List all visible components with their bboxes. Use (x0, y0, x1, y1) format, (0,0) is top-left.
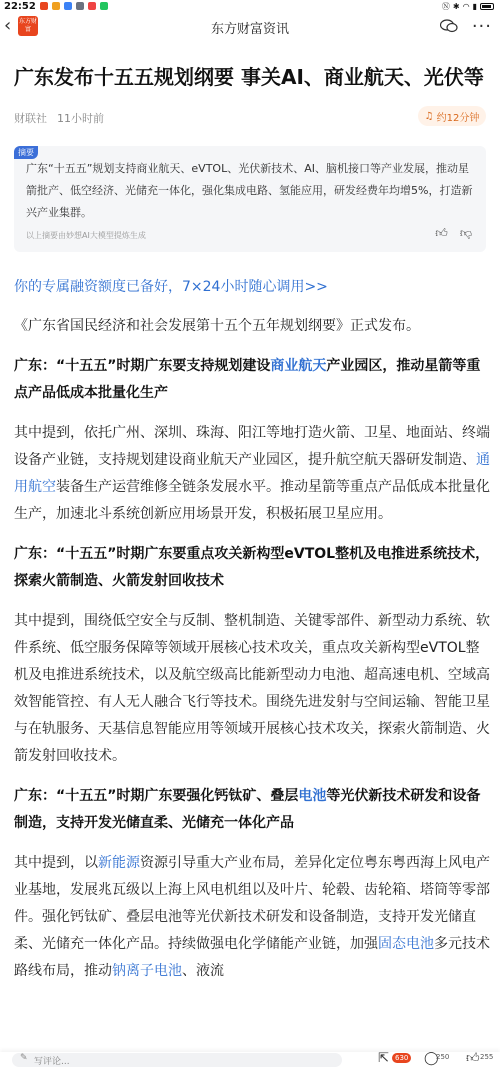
paragraph-text: 多元技术路线布局，推动 (14, 936, 490, 979)
stock-link[interactable]: 固态电池 (378, 936, 434, 952)
stock-link[interactable]: 钠离子电池 (112, 963, 182, 979)
comment-icon[interactable]: ◯ (424, 1051, 439, 1066)
article-time: 11小时前 (57, 112, 104, 125)
paragraph-text: 资源引导重大产业布局，差异化定位粤东粤西海上风电产业基地，发展兆瓦级以上海上风电机组以及叶片、轮毂、齿轮箱、塔筒等零部件。强化钙钛矿、叠层电池等光伏新技术研发和设备制造，支持开发光储直柔、光储充一体化产品。持续做强电化学储能产业链，加强 (14, 855, 490, 952)
promo-link[interactable]: 你的专属融资额度已备好，7×24小时随心调用>> (14, 279, 328, 295)
heading-text: 广东：“十五五”时期广东要强化钙钛矿、叠层 (14, 788, 299, 804)
like-icon[interactable]: 👍︎ (466, 1051, 480, 1066)
paragraph: 其中提到，围绕低空安全与反制、整机制造、关键零部件、新型动力系统、软件系统、低空服务保障等领域开展核心技术攻关，重点攻关新构型eVTOL整机及电推进系统技术，以及航空级高比能新型动力电池、超高速电机、空域高效智能管控、有人无人融合飞行等技术。围绕先进发射与空间运输、智能卫星与在轨服务、天基信息智能应用等领域开展核心技术攻关，探索火箭制造、火箭发射回收技术。 (14, 613, 490, 764)
summary-tag: 摘要 (14, 146, 38, 159)
stock-link[interactable]: 通用航空 (14, 452, 490, 495)
nfc-icon: Ⓝ (441, 1, 450, 11)
article-meta (14, 110, 104, 126)
summary-feedback (435, 226, 472, 241)
notification-app-icon (76, 2, 84, 10)
bluetooth-icon: ✱ (452, 1, 460, 11)
paragraph-text: 其中提到，以 (14, 855, 98, 871)
heading-text: 等光伏新技术研发和设备制造，支持开发光储直柔、光储充一体化产品 (14, 788, 481, 831)
comment-count: 250 (436, 1053, 450, 1061)
article-source[interactable]: 财联社 (14, 112, 47, 125)
stock-link[interactable]: 电池 (298, 788, 327, 804)
share-icon[interactable]: ⇱ (378, 1051, 389, 1066)
listen-button[interactable] (418, 106, 486, 126)
paragraph-text: 装备生产运营维修全链条发展水平。推动星箭等重点产品低成本批量化生产，加速北斗系统创新应用场景开发，积极拓展卫星应用。 (14, 479, 490, 522)
summary-box (14, 146, 486, 252)
comment-placeholder: 写评论... (34, 1057, 70, 1067)
stock-link[interactable]: 新能源 (98, 855, 140, 871)
signal-icon: ▮ (472, 1, 477, 11)
paragraph (14, 850, 490, 985)
battery-icon (480, 3, 494, 10)
section-heading (14, 783, 490, 837)
article-title: 广东发布十五五规划纲要 事关AI、商业航天、光伏等 (14, 65, 484, 89)
more-dots-icon[interactable]: ··· (471, 16, 492, 37)
pencil-icon: ✎ (20, 1053, 28, 1063)
status-right (442, 1, 494, 12)
share-count: 630 (392, 1053, 411, 1063)
like-count: 255 (480, 1053, 494, 1061)
status-time: 22:52 (4, 0, 36, 12)
paragraph-text: 其中提到，依托广州、深圳、珠海、阳江等地打造火箭、卫星、地面站、终端设备产业链，支持规划建设商业航天产业园区，提升航空航天器研发制造、 (14, 425, 490, 468)
section-heading (14, 353, 490, 407)
headphones-icon: ♫ (424, 110, 434, 122)
paragraph: 《广东省国民经济和社会发展第十五个五年规划纲要》正式发布。 (14, 318, 420, 334)
section-heading: 广东：“十五五”时期广东要重点攻关新构型eVTOL整机及电推进系统技术，探索火箭制造、火箭发射回收技术 (14, 546, 490, 589)
article-body (14, 313, 490, 998)
nav-title: 东方财富资讯 (210, 22, 289, 37)
paragraph (14, 420, 490, 528)
paragraph-text: 、液流 (182, 963, 224, 979)
back-icon[interactable]: ‹ (4, 15, 12, 36)
notification-app-icon (52, 2, 60, 10)
wechat-icon[interactable] (440, 19, 458, 33)
nav-bar (0, 12, 500, 40)
heading-text: 产业园区，推动星箭等重点产品低成本批量化生产 (14, 358, 481, 401)
notification-app-icon (100, 2, 108, 10)
wifi-icon: ◠ (462, 1, 470, 11)
thumbs-down-icon[interactable]: 👎︎ (459, 226, 472, 240)
heading-text: 广东：“十五五”时期广东要支持规划建设 (14, 358, 271, 374)
status-left (4, 1, 108, 12)
thumbs-up-icon[interactable]: 👍︎ (435, 226, 448, 240)
summary-note: 以上摘要由妙想AI大模型提炼生成 (26, 231, 146, 240)
notification-app-icon (40, 2, 48, 10)
status-bar (0, 0, 500, 12)
comment-input[interactable] (12, 1053, 342, 1067)
notification-app-icon (64, 2, 72, 10)
summary-text: 广东“十五五”规划支持商业航天、eVTOL、光伏新技术、AI、脑机接口等产业发展，推动星箭批产、低空经济、光储充一体化，强化集成电路、氢能应用，研发经费年均增5%，打造新兴产业集群。 (26, 162, 473, 219)
app-logo-text: 东方财富 (18, 18, 37, 33)
stock-link[interactable]: 商业航天 (270, 358, 327, 374)
notification-app-icon (88, 2, 96, 10)
listen-label: 约12分钟 (436, 112, 480, 124)
